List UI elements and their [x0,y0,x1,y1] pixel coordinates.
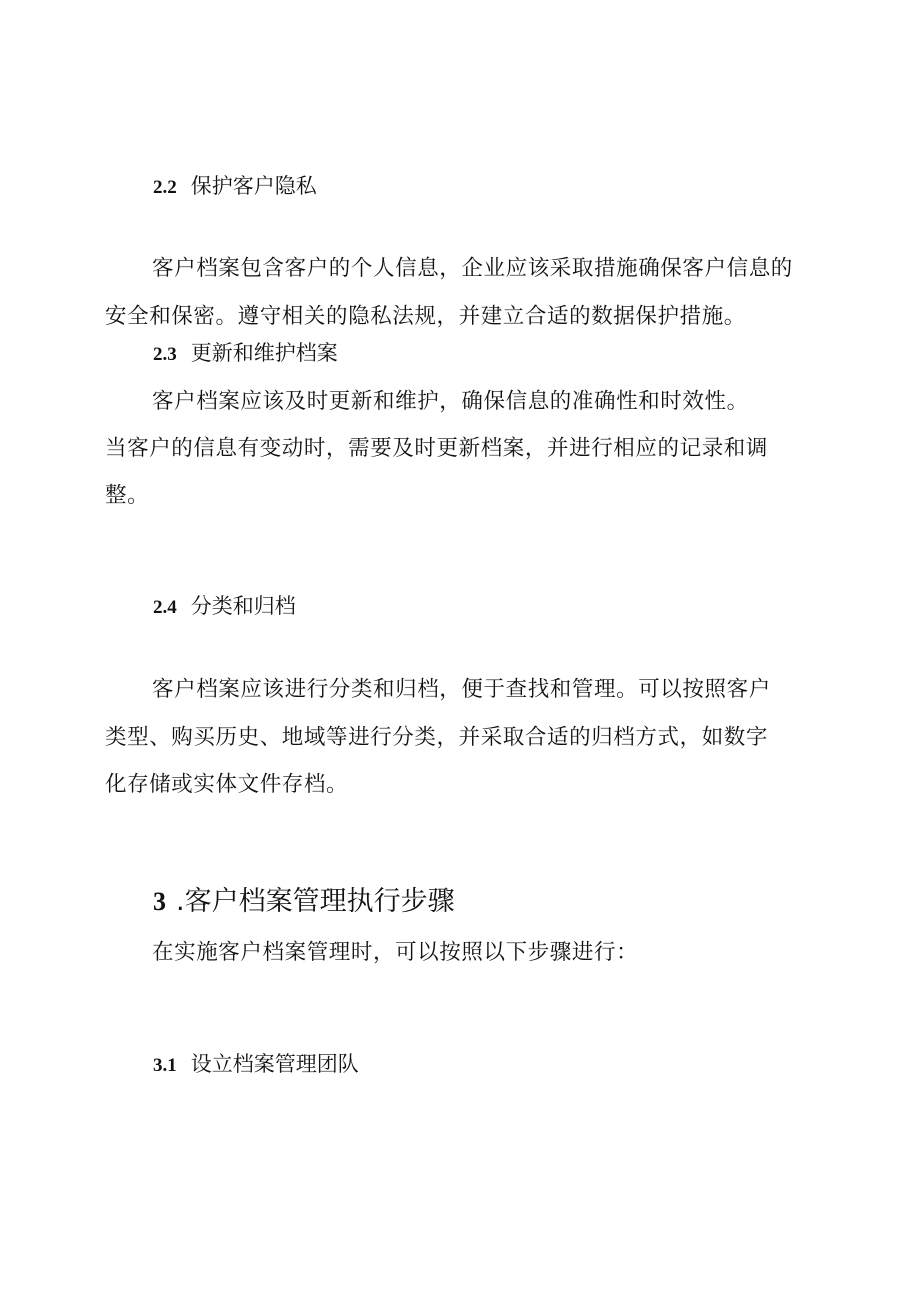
paragraph-line: 类型、购买历史、地域等进行分类，并采取合适的归档方式，如数字 [105,725,769,750]
paragraph-line: 安全和保密。遵守相关的隐私法规，并建立合适的数据保护措施。 [105,304,746,329]
paragraph-line: 客户档案应该进行分类和归档，便于查找和管理。可以按照客户 [152,677,771,702]
section-number: 2.4 [153,597,177,618]
section-heading-3 [153,885,920,919]
paragraph-line: 当客户的信息有变动时，需要及时更新档案，并进行相应的记录和调 [105,436,769,461]
section-number: 2.2 [153,177,177,198]
section-title: 设立档案管理团队 [190,1052,359,1076]
section-title: 分类和归档 [190,594,296,618]
section-number: 3.1 [153,1055,177,1076]
section-heading-2-3 [153,339,920,369]
section-title: .客户档案管理执行步骤 [176,886,455,917]
paragraph-line: 整。 [105,483,150,508]
paragraph-line: 在实施客户档案管理时，可以按照以下步骤进行： [152,940,639,965]
section-heading-2-4 [153,592,920,622]
section-heading-3-1 [153,1050,920,1080]
paragraph-line: 客户档案应该及时更新和维护，确保信息的准确性和时效性。 [152,389,749,414]
section-title: 更新和维护档案 [190,341,338,365]
section-number: 3 [153,887,166,916]
section-number: 2.3 [153,344,177,365]
section-title: 保护客户隐私 [190,174,317,198]
paragraph-line: 化存储或实体文件存档。 [105,772,349,797]
paragraph-line: 客户档案包含客户的个人信息，企业应该采取措施确保客户信息的 [152,256,793,281]
section-heading-2-2 [153,172,920,202]
